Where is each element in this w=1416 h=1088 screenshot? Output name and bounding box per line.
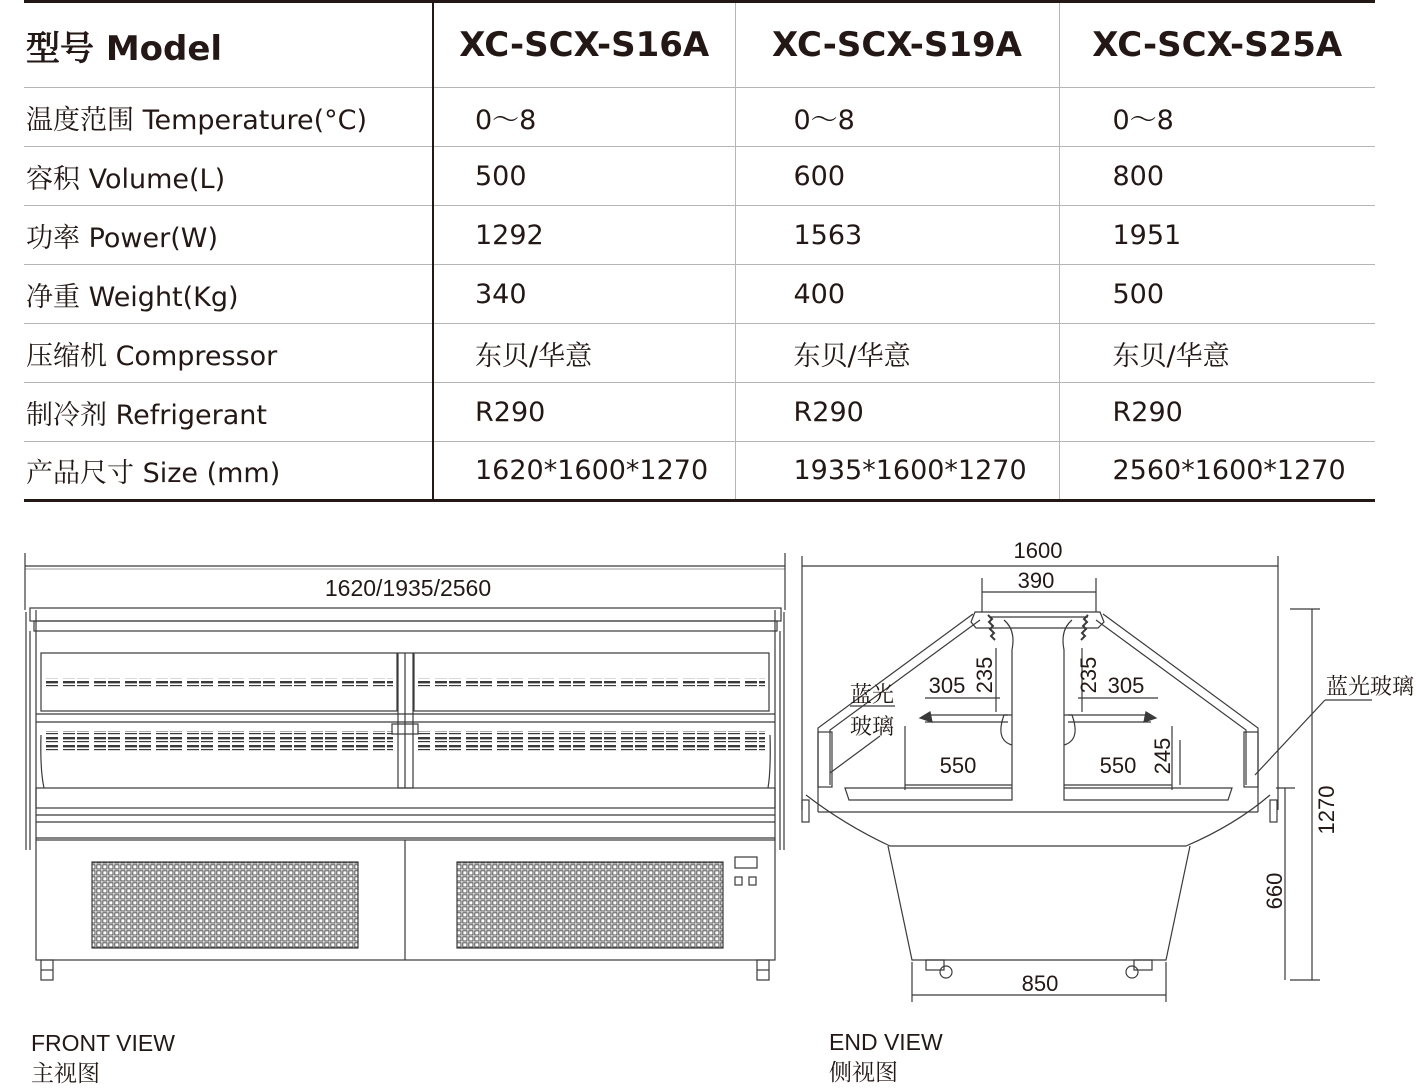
spec-table [24,0,1375,502]
control-button [735,877,742,885]
row-label: 功率 Power(W) [24,206,433,265]
row-label: 温度范围 Temperature(°C) [24,88,433,147]
row-value: 500 [1059,265,1375,324]
front-view [25,553,785,980]
end-view [802,556,1372,1002]
front-view-caption-en: FRONT VIEW [31,1030,175,1056]
model-name: XC-SCX-S16A [433,2,735,88]
top-canopy [30,608,781,621]
row-value: R290 [735,383,1059,442]
row-value: 400 [735,265,1059,324]
row-value: 600 [735,147,1059,206]
glass-label-left: 玻璃 [850,714,895,739]
dim-base-width: 850 [1021,971,1059,996]
row-value: 0～8 [433,88,735,147]
dim-glass-height: 245 [1150,737,1175,775]
vent-grille-right [457,862,723,948]
dim-cabinet-height: 660 [1262,872,1287,910]
end-view-caption [829,1027,943,1087]
vent-grille-left [92,862,358,948]
thermostat-display [735,857,757,868]
row-value: 1935*1600*1270 [735,442,1059,501]
table-row [24,324,1375,383]
dim-shelf-height: 235 [1076,656,1101,694]
table-row [24,265,1375,324]
row-label: 产品尺寸 Size (mm) [24,442,433,501]
table-row [24,442,1375,501]
row-value: 1620*1600*1270 [433,442,735,501]
model-name: XC-SCX-S25A [1059,2,1375,88]
dim-overall-height: 1270 [1314,785,1339,835]
base-body [888,846,1190,960]
glass-label-right: 蓝光玻璃 [1326,674,1415,699]
row-label: 压缩机 Compressor [24,324,433,383]
dim-base-depth: 550 [939,753,977,778]
end-view-caption-en: END VIEW [829,1029,943,1055]
row-value: R290 [433,383,735,442]
caster-right [1126,960,1152,978]
row-value: 0～8 [735,88,1059,147]
row-label: 净重 Weight(Kg) [24,265,433,324]
counter-curve [806,795,1270,846]
row-value: 340 [433,265,735,324]
glass-label-left: 蓝光 [850,682,895,707]
dim-overall-width: 1600 [1013,538,1063,563]
row-value: 500 [433,147,735,206]
row-value: 东贝/华意 [433,324,735,383]
row-value: 2560*1600*1270 [1059,442,1375,501]
counter-top [36,788,775,808]
row-value: 1563 [735,206,1059,265]
row-value: 1292 [433,206,735,265]
front-view-caption-cn: 主视图 [31,1060,100,1086]
row-value: 800 [1059,147,1375,206]
table-row [24,383,1375,442]
dim-base-depth: 550 [1099,753,1137,778]
row-value: 东贝/华意 [1059,324,1375,383]
front-view-caption [31,1028,175,1088]
table-row [24,147,1375,206]
row-value: 0～8 [1059,88,1375,147]
dim-top-width: 390 [1017,568,1055,593]
row-value: 东贝/华意 [735,324,1059,383]
dim-shelf-depth: 305 [1107,673,1145,698]
table-row [24,206,1375,265]
front-width-label: 1620/1935/2560 [324,575,492,601]
end-view-caption-cn: 侧视图 [829,1059,898,1085]
row-value: 1951 [1059,206,1375,265]
header-label: 型号 Model [24,2,433,88]
caster-left [926,960,952,978]
dim-shelf-height: 235 [972,656,997,694]
dim-shelf-depth: 305 [928,673,966,698]
table-header-row [24,2,1375,88]
row-label: 容积 Volume(L) [24,147,433,206]
left-glass [818,614,973,812]
model-name: XC-SCX-S19A [735,2,1059,88]
row-label: 制冷剂 Refrigerant [24,383,433,442]
control-button [749,877,756,885]
end-view-labels [850,538,1414,996]
row-value: R290 [1059,383,1375,442]
technical-drawing [0,500,1416,1088]
table-row [24,88,1375,147]
